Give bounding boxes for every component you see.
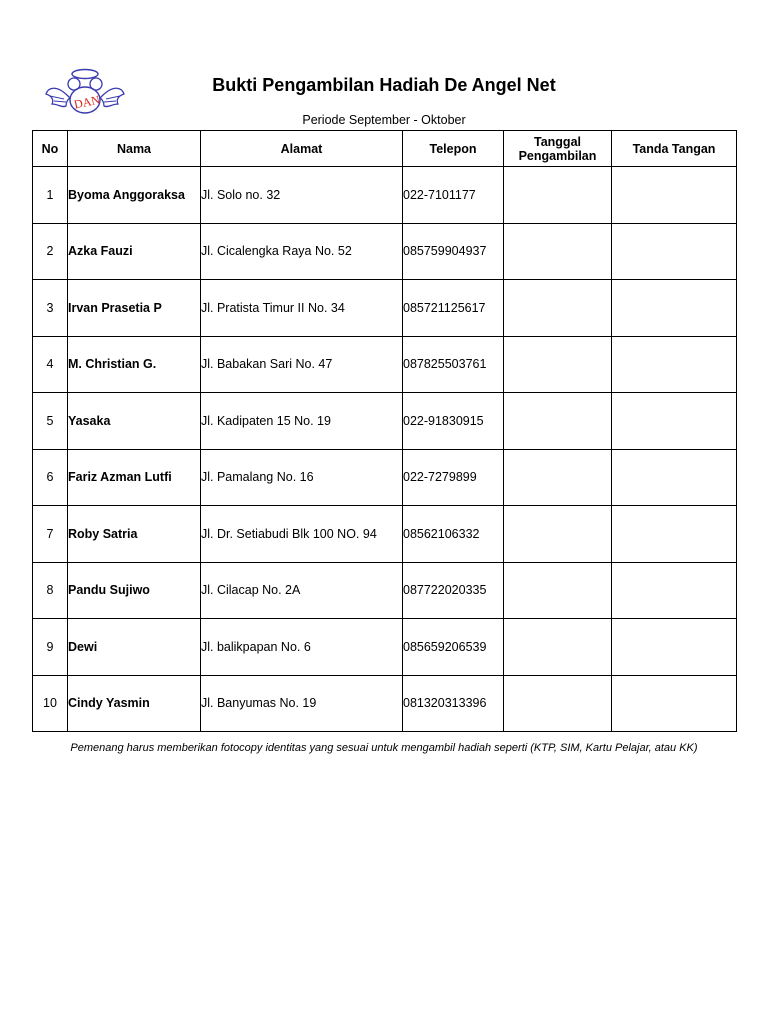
row-telepon: 022-7101177: [403, 167, 504, 224]
period-label: Periode September - Oktober: [302, 113, 466, 127]
row-no: 3: [33, 280, 68, 337]
column-header-tanggal: Tanggal Pengambilan: [504, 131, 612, 167]
row-alamat: Jl. Banyumas No. 19: [201, 675, 403, 732]
row-telepon: 087825503761: [403, 336, 504, 393]
row-nama: Azka Fauzi: [68, 223, 201, 280]
row-nama: Irvan Prasetia P: [68, 280, 201, 337]
footnote: Pemenang harus memberikan fotocopy identitas yang sesuai untuk mengambil hadiah seperti (KTP, SIM, Kartu Pelajar, atau KK): [70, 742, 698, 754]
row-telepon: 085721125617: [403, 280, 504, 337]
table-header-row: [33, 131, 737, 167]
row-nama: M. Christian G.: [68, 336, 201, 393]
row-tanggal-cell: [504, 675, 612, 732]
row-alamat: Jl. Kadipaten 15 No. 19: [201, 393, 403, 450]
row-no: 6: [33, 449, 68, 506]
row-tanda-tangan-cell: [612, 336, 737, 393]
table-row: [33, 280, 737, 337]
row-nama: Pandu Sujiwo: [68, 562, 201, 619]
row-tanggal-cell: [504, 336, 612, 393]
row-alamat: Jl. Solo no. 32: [201, 167, 403, 224]
row-tanda-tangan-cell: [612, 449, 737, 506]
row-nama: Yasaka: [68, 393, 201, 450]
row-alamat: Jl. Cicalengka Raya No. 52: [201, 223, 403, 280]
row-telepon: 08562106332: [403, 506, 504, 563]
page-title: Bukti Pengambilan Hadiah De Angel Net: [212, 75, 556, 95]
column-header-nama: Nama: [68, 131, 201, 167]
row-tanggal-cell: [504, 619, 612, 676]
row-tanggal-cell: [504, 167, 612, 224]
row-no: 4: [33, 336, 68, 393]
column-header-no: No: [33, 131, 68, 167]
row-telepon: 022-91830915: [403, 393, 504, 450]
row-nama: Dewi: [68, 619, 201, 676]
row-nama: Fariz Azman Lutfi: [68, 449, 201, 506]
row-tanda-tangan-cell: [612, 393, 737, 450]
row-telepon: 085759904937: [403, 223, 504, 280]
row-alamat: Jl. Dr. Setiabudi Blk 100 NO. 94: [201, 506, 403, 563]
table-row: [33, 506, 737, 563]
table-row: [33, 449, 737, 506]
row-no: 2: [33, 223, 68, 280]
row-tanggal-cell: [504, 506, 612, 563]
row-telepon: 085659206539: [403, 619, 504, 676]
column-header-alamat: Alamat: [201, 131, 403, 167]
row-tanggal-cell: [504, 562, 612, 619]
table-row: [33, 393, 737, 450]
row-no: 5: [33, 393, 68, 450]
row-no: 10: [33, 675, 68, 732]
row-no: 1: [33, 167, 68, 224]
row-no: 8: [33, 562, 68, 619]
row-tanda-tangan-cell: [612, 167, 737, 224]
row-nama: Cindy Yasmin: [68, 675, 201, 732]
row-tanda-tangan-cell: [612, 675, 737, 732]
table-row: [33, 167, 737, 224]
row-alamat: Jl. Pamalang No. 16: [201, 449, 403, 506]
table-row: [33, 619, 737, 676]
row-telepon: 081320313396: [403, 675, 504, 732]
column-header-telepon: Telepon: [403, 131, 504, 167]
column-header-tanda-tangan: Tanda Tangan: [612, 131, 737, 167]
row-alamat: Jl. Babakan Sari No. 47: [201, 336, 403, 393]
row-no: 7: [33, 506, 68, 563]
table-row: [33, 336, 737, 393]
row-tanda-tangan-cell: [612, 280, 737, 337]
table-row: [33, 562, 737, 619]
row-telepon: 022-7279899: [403, 449, 504, 506]
winner-table: [32, 130, 737, 732]
row-tanda-tangan-cell: [612, 619, 737, 676]
row-tanda-tangan-cell: [612, 562, 737, 619]
row-tanda-tangan-cell: [612, 223, 737, 280]
row-tanggal-cell: [504, 393, 612, 450]
row-telepon: 087722020335: [403, 562, 504, 619]
row-nama: Roby Satria: [68, 506, 201, 563]
row-tanda-tangan-cell: [612, 506, 737, 563]
row-tanggal-cell: [504, 280, 612, 337]
table-row: [33, 223, 737, 280]
row-tanggal-cell: [504, 449, 612, 506]
row-nama: Byoma Anggoraksa: [68, 167, 201, 224]
row-alamat: Jl. Pratista Timur II No. 34: [201, 280, 403, 337]
logo-text: DAN: [72, 92, 102, 112]
row-alamat: Jl. balikpapan No. 6: [201, 619, 403, 676]
row-tanggal-cell: [504, 223, 612, 280]
row-no: 9: [33, 619, 68, 676]
table-row: [33, 675, 737, 732]
row-alamat: Jl. Cilacap No. 2A: [201, 562, 403, 619]
